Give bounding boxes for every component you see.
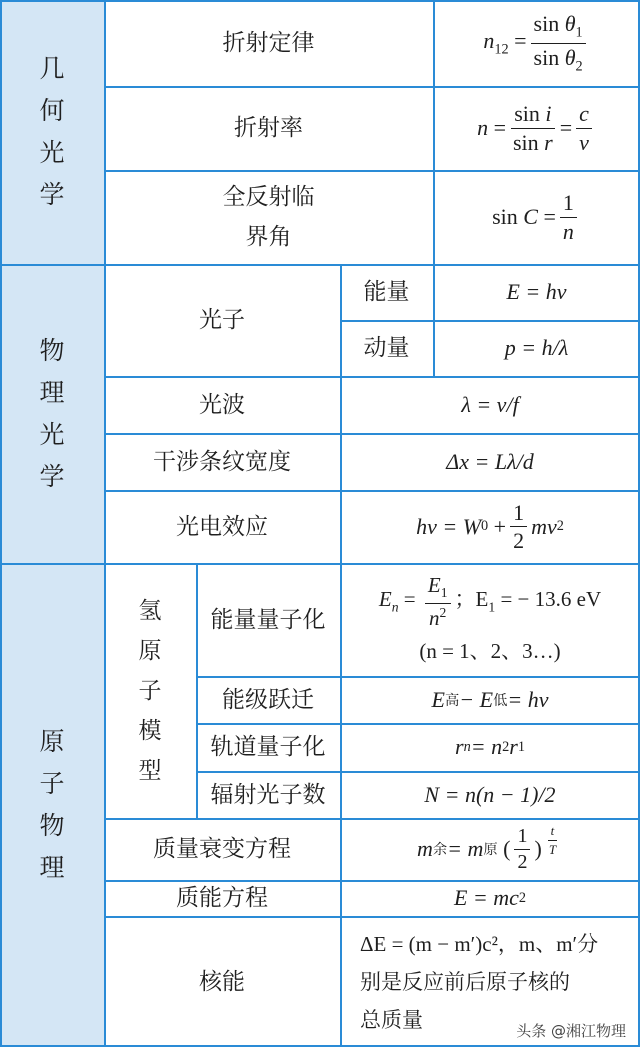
label-orbit-quantization: 轨道量子化 [210, 734, 326, 760]
section-physical-optics [0, 264, 104, 563]
section-geometric-optics [0, 0, 104, 264]
formula-critical-angle: sin C = $\frac{1}{n}$ [433, 170, 640, 264]
label-critical-angle [104, 170, 433, 264]
label-momentum: 动量 [363, 335, 410, 361]
label-energy: 能量 [363, 279, 410, 305]
formula-energy-range: (n = 1、2、3…) [419, 638, 561, 663]
label-nuclear-energy: 核能 [199, 968, 245, 995]
section-char: 理 [39, 853, 65, 882]
hydrogen-model-label [104, 563, 196, 818]
section-char: 物 [39, 335, 65, 365]
label-critical-angle-line2: 界角 [245, 224, 292, 250]
hydrogen-char: 型 [138, 757, 162, 784]
label-refractive-index: 折射率 [234, 115, 303, 141]
section-char: 何 [39, 96, 65, 125]
formula-energy-quantization: $E_n$ = $\frac{E_1}{n^2}$ ；$E_1$ = − 13.6 eV (n = 1、2、3…) [378, 573, 602, 663]
label-transition: 能级跃迁 [222, 686, 314, 713]
section-char: 光 [39, 419, 65, 449]
formula-decay: m 余 = m 原 ( $\frac{1}{2}$ ) $\frac{t}{T}$ [416, 823, 557, 873]
section-char: 物 [39, 811, 65, 840]
section-char: 几 [39, 54, 65, 83]
nuclear-line-1: ΔE = (m − m′)c²，m、m′分 [360, 931, 599, 956]
section-char: 学 [39, 180, 65, 209]
label-refraction-law: 折射定律 [222, 30, 315, 56]
label-decay: 质量衰变方程 [153, 836, 291, 862]
nuclear-line-2: 别是反应前后原子核的 [360, 969, 570, 994]
section-char: 原 [39, 727, 65, 756]
formula-interference: Δx = Lλ/d [446, 448, 534, 474]
nuclear-line-3: 总质量 [360, 1007, 423, 1032]
section-char: 光 [39, 138, 65, 167]
label-critical-angle-line1: 全反射临 [222, 184, 315, 210]
formula-mass-energy: E = mc 2 [453, 885, 527, 910]
label-photon: 光子 [199, 307, 245, 333]
label-interference: 干涉条纹宽度 [153, 448, 291, 475]
label-energy-quantization: 能量量子化 [210, 606, 326, 633]
formula-refractive-index: n = $\frac{\text{sin i}}{\text{sin r}}$ = $\frac{c}{v}$ [433, 86, 640, 170]
section-char: 学 [39, 461, 65, 491]
hydrogen-char: 子 [138, 677, 162, 704]
watermark: 头条 @湘江物理 [516, 1022, 626, 1040]
section-char: 理 [39, 377, 65, 407]
formula-orbit-quantization: r n = n 2 r 1 [455, 734, 525, 759]
label-photon-count: 辐射光子数 [210, 781, 326, 808]
formula-momentum: p = h/λ [504, 335, 569, 360]
formula-transition: E 高 − E 低 = hν [431, 686, 549, 712]
formula-photoelectric: hν = W 0 + $\frac{1}{2}$ mv 2 [416, 499, 564, 553]
label-mass-energy: 质能方程 [176, 885, 268, 911]
section-atomic-physics [0, 563, 104, 1047]
label-photoelectric: 光电效应 [176, 513, 268, 540]
formula-light-wave: λ = v/f [461, 391, 519, 417]
formula-photon-count: N = n(n − 1)/2 [424, 781, 556, 807]
hydrogen-char: 氢 [138, 597, 162, 624]
label-light-wave: 光波 [199, 391, 245, 418]
formula-refraction-law: $n_{12}$ = $\frac{\sin \theta_1}{\sin \theta_2}$ [433, 0, 640, 86]
formula-energy: E = hν [506, 279, 567, 304]
section-char: 子 [39, 769, 65, 798]
hydrogen-char: 原 [138, 637, 162, 664]
hydrogen-char: 模 [138, 717, 162, 744]
